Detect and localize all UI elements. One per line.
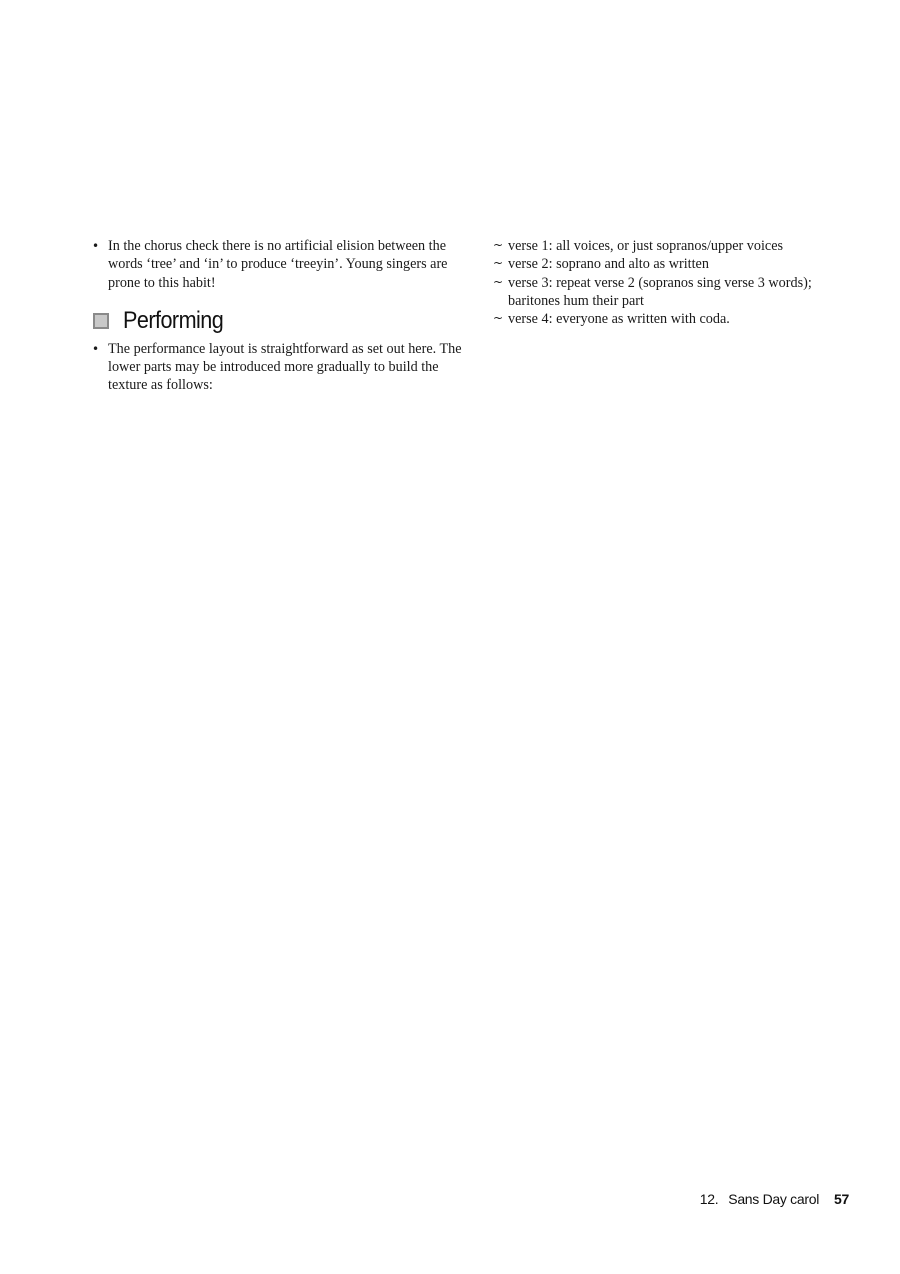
page-footer xyxy=(700,1191,849,1207)
heading-square-icon xyxy=(93,313,109,329)
verse-list-item xyxy=(492,255,852,273)
tilde-icon: ~ xyxy=(493,238,504,252)
bullet-text: In the chorus check there is no artificial elision between the words ‘tree’ and ‘in’ to produce ‘treeyin’. Young singers are prone to this habit! xyxy=(108,238,448,291)
verse-text: verse 1: all voices, or just sopranos/upper voices xyxy=(508,238,784,254)
section-heading xyxy=(92,306,472,336)
heading-text: Performing xyxy=(123,306,224,334)
verse-text: verse 4: everyone as written with coda. xyxy=(508,311,730,328)
verse-text: verse 2: soprano and alto as written xyxy=(508,256,709,273)
footer-chapter-title: Sans Day carol xyxy=(728,1191,820,1207)
verse-list xyxy=(492,237,852,328)
footer-chapter-number: 12. xyxy=(699,1191,719,1207)
tilde-icon: ~ xyxy=(493,311,504,326)
right-column xyxy=(492,237,852,328)
verse-list-item xyxy=(492,237,852,255)
bullet-icon: • xyxy=(92,239,100,253)
page-number: 57 xyxy=(834,1191,849,1207)
tilde-icon: ~ xyxy=(493,274,504,289)
bullet-item-chorus xyxy=(92,237,472,292)
verse-text: verse 3: repeat verse 2 (sopranos sing verse 3 words); baritones hum their part xyxy=(508,274,812,309)
left-column xyxy=(92,237,472,395)
tilde-icon: ~ xyxy=(493,256,504,271)
bullet-text: The performance layout is straightforward as set out here. The lower parts may be introduced more gradually to build the texture as follows: xyxy=(108,340,462,394)
bullet-icon: • xyxy=(92,341,100,356)
verse-list-item xyxy=(492,274,852,311)
bullet-item-performance xyxy=(92,340,472,395)
verse-list-item xyxy=(492,310,852,328)
